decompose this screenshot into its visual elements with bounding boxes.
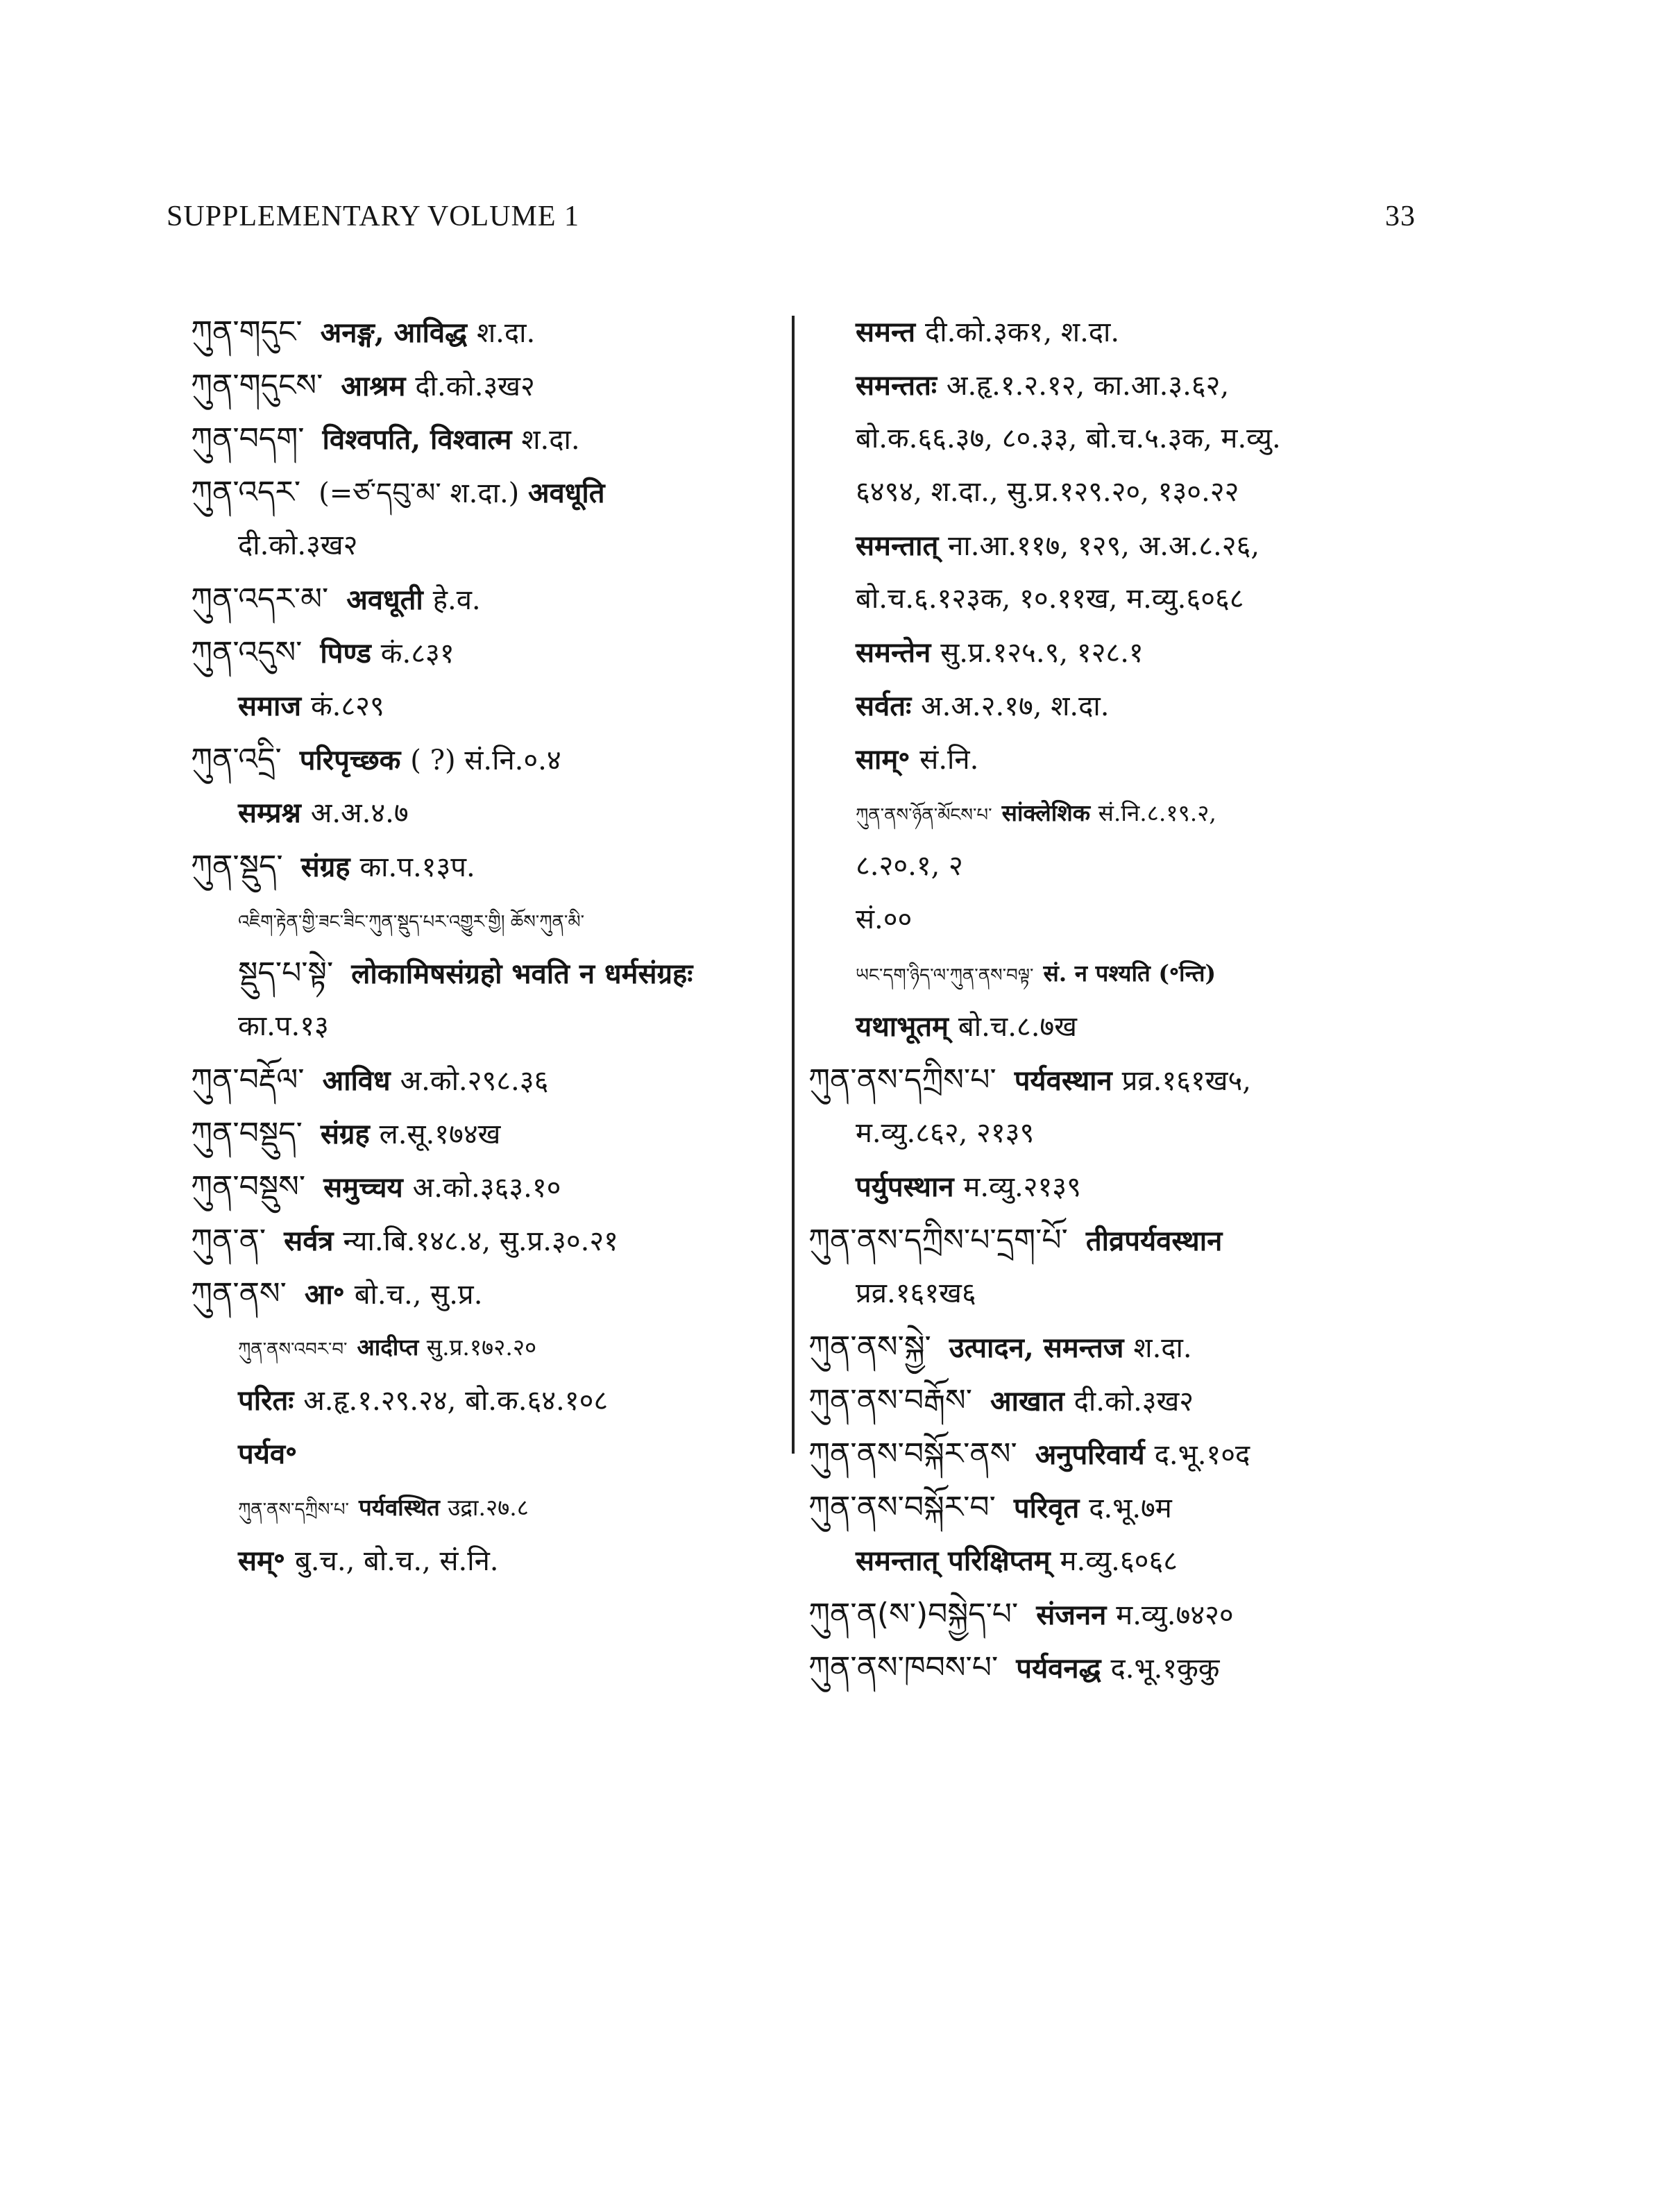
dictionary-entry xyxy=(191,733,781,786)
source-reference: दी.को.३ख२ xyxy=(238,529,358,561)
sanskrit-equivalent: लोकामिषसंग्रहो भवति न धर्मसंग्रहः xyxy=(351,958,693,990)
dictionary-entry xyxy=(808,1481,1509,1534)
sanskrit-equivalent: साम्॰ xyxy=(856,743,920,776)
source-reference: प्रव्र.१६१ख५, xyxy=(1121,1065,1252,1097)
source-reference: बो.च.८.७ख xyxy=(958,1011,1077,1043)
sanskrit-equivalent: समन्तेन xyxy=(856,636,941,669)
tibetan-headword: ཀུན་བསྡུས་ xyxy=(191,1169,306,1205)
source-reference: सं.०० xyxy=(856,903,913,935)
source-reference: हे.व. xyxy=(432,584,481,616)
source-reference: म.व्यु.७४२० xyxy=(1116,1599,1234,1631)
continuation-line xyxy=(808,840,1509,893)
source-reference: बु.च., बो.च., सं.नि. xyxy=(294,1545,499,1577)
sanskrit-equivalent: यथाभूतम् xyxy=(856,1010,958,1043)
dictionary-entry xyxy=(191,466,781,519)
sanskrit-equivalent: उत्पादन, समन्तज xyxy=(949,1332,1134,1364)
source-reference: ल.सू.१७४ख xyxy=(379,1118,501,1150)
continuation-line xyxy=(191,679,781,733)
continuation-line xyxy=(808,893,1509,946)
source-reference: म.व्यु.२१३९ xyxy=(963,1171,1081,1203)
tibetan-headword: ཀུན་ནས་བསྐོར་བ་ xyxy=(808,1490,996,1525)
sanskrit-equivalent: परिपृच्छक xyxy=(299,744,411,776)
sanskrit-equivalent: समन्ततः xyxy=(856,369,947,402)
source-reference: सु.प्र.१७२.२० xyxy=(426,1334,537,1361)
sanskrit-equivalent: सांक्लेशिक xyxy=(1001,799,1098,826)
tibetan-headword: ཀུན་ནས་ xyxy=(191,1276,287,1311)
continuation-line xyxy=(191,1374,781,1427)
source-reference: सं.नि. xyxy=(919,744,979,776)
source-reference: म.व्यु.६०६८ xyxy=(1060,1545,1178,1577)
source-reference: द.भू.१कुकु xyxy=(1110,1653,1220,1685)
dictionary-entry xyxy=(808,1641,1509,1694)
source-reference: ८.२०.१, २ xyxy=(856,850,963,882)
sanskrit-equivalent: समाज xyxy=(238,690,311,722)
sanskrit-equivalent: परिवृत xyxy=(1013,1492,1089,1524)
sanskrit-equivalent: सर्वतः xyxy=(856,690,922,722)
tibetan-headword: ཀུན་ནས་བརྒོས་ xyxy=(808,1383,972,1418)
continuation-line xyxy=(808,519,1509,572)
continuation-line xyxy=(808,359,1509,412)
source-reference: ६४९४, श.दा., सु.प्र.१२९.२०, १३०.२२ xyxy=(856,476,1239,508)
source-reference: सु.प्र.१२५.९, १२८.१ xyxy=(940,637,1144,669)
source-reference: बो.च., सु.प्र. xyxy=(354,1279,483,1311)
tibetan-headword: ཀུན་འདར་ xyxy=(191,475,301,510)
source-reference: अ.को.२९८.३६ xyxy=(400,1065,549,1097)
sanskrit-equivalent: संग्रह xyxy=(320,1118,380,1150)
source-reference: बो.क.६६.३७, ८०.३३, बो.च.५.३क, म.व्यु. xyxy=(856,423,1281,454)
continuation-line xyxy=(808,1267,1509,1320)
sub-entry-line xyxy=(808,946,1509,1000)
sanskrit-equivalent: सम्प्रश्न xyxy=(238,797,311,829)
dictionary-entry xyxy=(191,1214,781,1267)
left-column xyxy=(191,305,781,1588)
sanskrit-equivalent: समन्त xyxy=(856,316,926,348)
tibetan-headword: ཀུན་འདྲི་ xyxy=(191,742,282,777)
tibetan-headword: ཀུན་བདག་ xyxy=(191,421,305,457)
sanskrit-equivalent: विश्वपति, विश्वात्म xyxy=(322,423,522,456)
tibetan-headword: ཀུན་ནས་འབར་བ་ xyxy=(238,1339,348,1360)
sub-entry-line xyxy=(191,1481,781,1534)
tibetan-headword: ཀུན་ནས་དཀྲིས་པ་དྲག་པོ་ xyxy=(808,1223,1068,1258)
tibetan-headword: ཀུན་བརྡོལ་ xyxy=(191,1062,305,1098)
continuation-line xyxy=(191,946,781,1000)
source-reference: का.प.१३ xyxy=(238,1010,329,1042)
continuation-line xyxy=(808,1000,1509,1053)
continuation-line xyxy=(808,412,1509,466)
dictionary-entry xyxy=(191,412,781,466)
source-reference: (=ཙ་དབུ་མ་ श.दा.) xyxy=(319,477,528,509)
source-reference: अ.अ.४.७ xyxy=(310,797,409,829)
source-reference: न्या.बि.१४८.४, सु.प्र.३०.२१ xyxy=(343,1225,618,1257)
dictionary-entry xyxy=(191,1107,781,1160)
continuation-line xyxy=(808,733,1509,786)
source-reference: कं.८२९ xyxy=(310,690,384,722)
source-reference: अ.हृ.१.२.१२, का.आ.३.६२, xyxy=(946,370,1230,402)
dictionary-entry xyxy=(808,1588,1509,1641)
source-reference: दी.को.३ख२ xyxy=(1074,1386,1194,1418)
sanskrit-equivalent: पर्यवनद्ध xyxy=(1016,1652,1111,1685)
sanskrit-equivalent: समन्तात् परिक्षिप्तम् xyxy=(856,1545,1060,1577)
source-reference: द.भू.१०द xyxy=(1154,1439,1250,1471)
sanskrit-equivalent: सर्वत्र xyxy=(284,1225,343,1257)
sanskrit-equivalent: अनुपरिवार्य xyxy=(1035,1438,1155,1471)
tibetan-headword: ཀུན་གདུངས་ xyxy=(191,368,323,403)
continuation-line xyxy=(191,1427,781,1481)
dictionary-entry xyxy=(191,1160,781,1214)
tibetan-headword: འཇིག་རྟེན་གྱི་ཟང་ཟིང་ཀུན་སྡུད་པར་འགྱུར་གྱི། ཆོས་ཀུན་མི་ xyxy=(238,912,585,933)
source-reference: कं.८३१ xyxy=(380,638,455,670)
source-reference: बो.च.६.१२३क, १०.११ख, म.व्यु.६०६८ xyxy=(856,583,1244,615)
sub-entry-line xyxy=(191,893,781,946)
tibetan-headword: ཀུན་གདུང་ xyxy=(191,314,303,350)
sanskrit-equivalent: अनङ्ग, आविद्ध xyxy=(320,316,477,349)
continuation-line xyxy=(191,1000,781,1053)
source-reference: ना.आ.११७, १२९, अ.अ.८.२६, xyxy=(948,530,1260,562)
page-number: 33 xyxy=(1385,201,1416,232)
column-divider xyxy=(792,316,795,1454)
sanskrit-equivalent: आश्रम xyxy=(341,370,416,402)
sanskrit-equivalent: तीव्रपर्यवस्थान xyxy=(1085,1225,1223,1257)
continuation-line xyxy=(808,1107,1509,1160)
continuation-line xyxy=(808,1534,1509,1588)
dictionary-entry xyxy=(191,1053,781,1107)
tibetan-headword: ཀུན་སྡུད་ xyxy=(191,849,283,884)
tibetan-headword: ཀུན་ནས་བསྐོར་ནས་ xyxy=(808,1436,1017,1472)
tibetan-headword: ཀུན་འདར་མ་ xyxy=(191,581,329,617)
continuation-line xyxy=(808,1160,1509,1214)
tibetan-headword: ཀུན་འདུས་ xyxy=(191,635,303,670)
tibetan-headword: ཀུན་བསྡུད་ xyxy=(191,1116,303,1151)
tibetan-headword: ཀུན་ནས་སྐྱེ་ xyxy=(808,1329,931,1365)
source-reference: म.व्यु.८६२, २१३९ xyxy=(856,1117,1035,1149)
sanskrit-equivalent: पर्यवस्थित xyxy=(358,1494,448,1521)
continuation-line xyxy=(808,466,1509,519)
source-reference: दी.को.३क१, श.दा. xyxy=(925,316,1120,348)
sanskrit-equivalent: आविध xyxy=(322,1064,400,1097)
sanskrit-equivalent: अवधूती xyxy=(346,584,433,616)
tibetan-headword: ཀུན་ནས་དཀྲིས་པ་ xyxy=(808,1062,996,1098)
sanskrit-equivalent: पर्यवस्थान xyxy=(1014,1064,1122,1097)
sub-entry-line xyxy=(191,1320,781,1374)
dictionary-entry xyxy=(808,1374,1509,1427)
tibetan-headword: ཀུན་ནས་དཀྲིས་པ་ xyxy=(238,1499,349,1520)
sanskrit-equivalent: आखात xyxy=(990,1385,1074,1418)
source-reference: अ.को.३६३.१० xyxy=(412,1172,561,1204)
dictionary-entry xyxy=(191,359,781,412)
sanskrit-equivalent: पर्यव॰ xyxy=(238,1438,298,1470)
source-reference: अ.हृ.१.२९.२४, बो.क.६४.१०८ xyxy=(303,1385,609,1417)
sanskrit-equivalent: सं. न पश्यति (॰न्ति) xyxy=(1043,960,1216,987)
sanskrit-equivalent: आ॰ xyxy=(304,1278,355,1311)
source-reference: ( ?) सं.नि.०.४ xyxy=(410,745,561,776)
dictionary-entry xyxy=(191,626,781,679)
continuation-line xyxy=(808,572,1509,626)
sanskrit-equivalent: पिण्ड xyxy=(320,637,381,670)
tibetan-headword: ཀུན་ན(ས་)བསྐྱེད་པ་ xyxy=(808,1597,1019,1632)
source-reference: का.प.१३प. xyxy=(359,851,475,883)
dictionary-entry xyxy=(808,1053,1509,1107)
source-reference: सं.नि.८.१९.२, xyxy=(1098,799,1216,826)
running-title: SUPPLEMENTARY VOLUME 1 xyxy=(167,201,580,232)
source-reference: अ.अ.२.१७, श.दा. xyxy=(921,690,1110,722)
continuation-line xyxy=(191,786,781,840)
tibetan-headword: ཀུན་ནས་ཉོན་མོངས་པ་ xyxy=(856,805,992,826)
tibetan-headword: སྡུད་པ་སྟེ་ xyxy=(238,955,334,991)
continuation-line xyxy=(808,305,1509,359)
sanskrit-equivalent: समुच्चय xyxy=(323,1171,413,1204)
sanskrit-equivalent: आदीप्त xyxy=(357,1334,427,1361)
source-reference: श.दा. xyxy=(521,424,580,456)
dictionary-entry xyxy=(191,305,781,359)
sub-entry-line xyxy=(808,786,1509,840)
continuation-line xyxy=(808,626,1509,679)
source-reference: दी.को.३ख२ xyxy=(415,371,535,402)
tibetan-headword: ཀུན་ན་ xyxy=(191,1223,266,1258)
tibetan-headword: ཀུན་ནས་ཁབས་པ་ xyxy=(808,1650,999,1685)
sanskrit-equivalent: परितः xyxy=(238,1384,304,1417)
sanskrit-equivalent: अवधूति xyxy=(528,477,605,509)
source-reference: प्रव्र.१६१ख६ xyxy=(856,1277,976,1309)
source-reference: श.दा. xyxy=(476,317,536,349)
dictionary-entry xyxy=(191,840,781,893)
source-reference: श.दा. xyxy=(1133,1332,1192,1364)
dictionary-entry xyxy=(808,1427,1509,1481)
continuation-line xyxy=(191,1534,781,1588)
sanskrit-equivalent: समन्तात् xyxy=(856,529,949,562)
dictionary-entry xyxy=(191,1267,781,1320)
continuation-line xyxy=(808,679,1509,733)
dictionary-entry xyxy=(808,1320,1509,1374)
sanskrit-equivalent: संजनन xyxy=(1036,1599,1117,1631)
right-column xyxy=(808,305,1509,1694)
dictionary-entry xyxy=(808,1214,1509,1267)
dictionary-entry xyxy=(191,572,781,626)
sanskrit-equivalent: पर्युपस्थान xyxy=(856,1171,964,1203)
tibetan-headword: ཡང་དག་ཉིད་ལ་ཀུན་ནས་བལྟ་ xyxy=(856,965,1034,986)
source-reference: उद्रा.२७.८ xyxy=(448,1494,529,1521)
continuation-line xyxy=(191,519,781,572)
source-reference: द.भू.७म xyxy=(1089,1492,1172,1524)
sanskrit-equivalent: संग्रह xyxy=(300,851,360,883)
sanskrit-equivalent: सम्॰ xyxy=(238,1545,295,1577)
